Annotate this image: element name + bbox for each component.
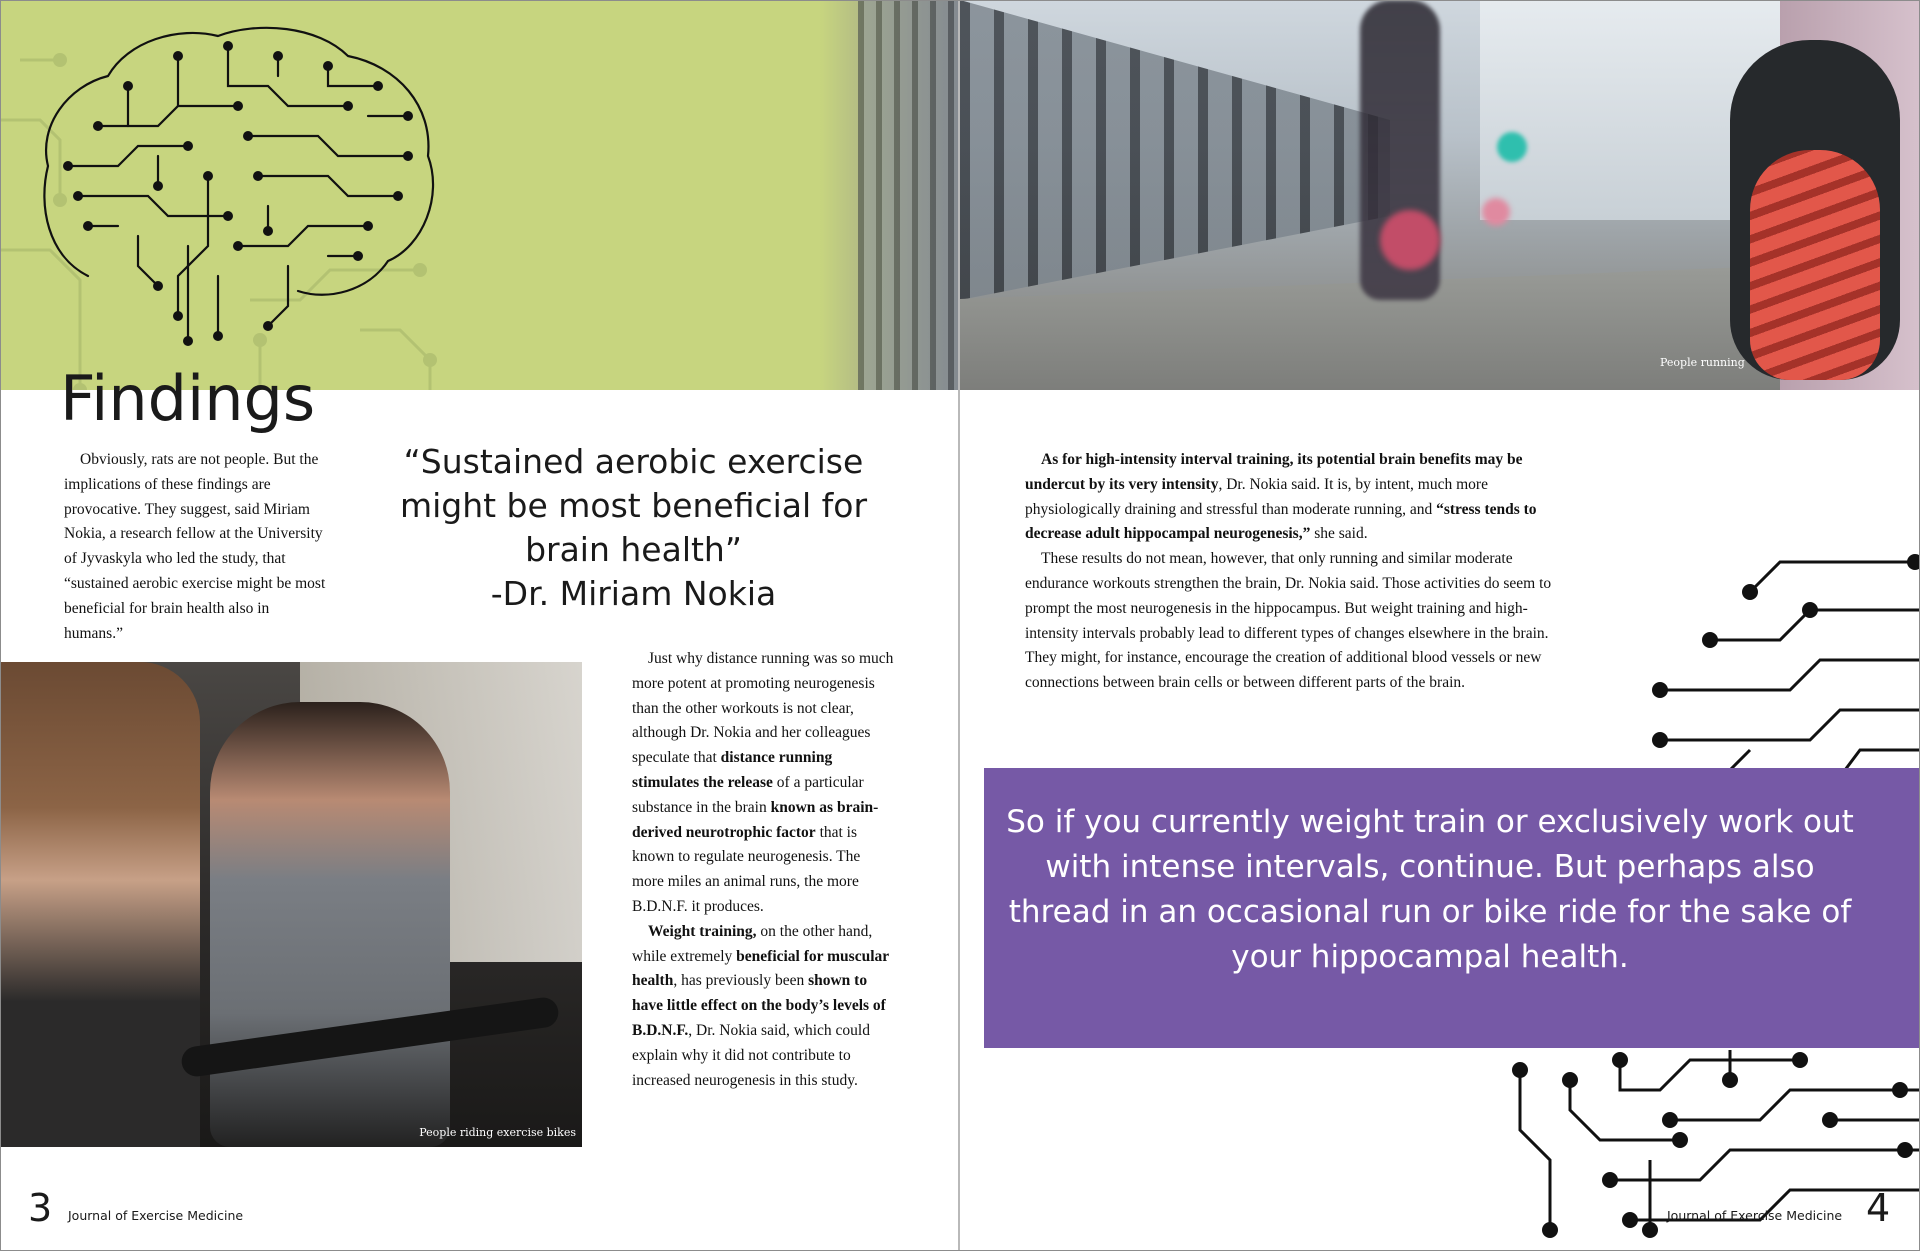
paragraph-weight-training: [632, 920, 894, 1094]
bold-span: As for high-intensity interval training, its potential brain benefits may be undercut by its very intensity: [1025, 451, 1523, 493]
photo-railing: [960, 0, 1390, 300]
bike-photo-caption: People riding exercise bikes: [419, 1126, 576, 1139]
pull-quote: [376, 440, 891, 616]
bold-span: Weight training,: [648, 922, 757, 940]
pull-quote-attribution: -Dr. Miriam Nokia: [490, 574, 777, 613]
text-span: Just why distance running was so much more potent at promoting neurogenesis than the other workouts is not clear, although Dr. Nokia and her colleagues speculate that: [632, 650, 894, 767]
page-number-right: 4: [1866, 1186, 1891, 1230]
bold-span: known as brain-derived neurotrophic factor: [632, 798, 879, 841]
journal-name-right: Journal of Exercise Medicine: [1667, 1208, 1843, 1223]
circuit-lines-decoration: [1580, 550, 1920, 770]
text-span: , Dr. Nokia said, which could explain why it did not contribute to increased neurogenesis in this study.: [632, 1021, 870, 1089]
bold-span: shown to have little effect on the body’s levels of B.D.N.F.: [632, 972, 886, 1039]
man-on-bike: [210, 702, 450, 1147]
exercise-bikes-photo: [0, 662, 582, 1147]
paragraph-results: These results do not mean, however, that only running and similar moderate endurance workouts strengthen the brain, Dr. Nokia said. Those activities do seem to prompt the most neurogenesis in the hippocampus. But weight training and high-intensity intervals probably lead to different types of changes elsewhere in the brain. They might, for instance, encourage the creation of additional blood vessels or new connections between brain cells or between different parts of the brain.: [1025, 550, 1552, 692]
circuit-brain-icon: [28, 16, 448, 346]
shoe-sole: [1750, 150, 1880, 380]
right-body-column: [1025, 448, 1565, 696]
pink-light-bokeh: [1482, 198, 1510, 226]
text-span: , has previously been: [673, 972, 809, 990]
railing-photo-edge: [858, 0, 958, 390]
running-photo-caption: People running: [1660, 356, 1745, 369]
teal-light-bokeh: [1497, 132, 1527, 162]
right-page: [960, 0, 1920, 1251]
text-span: of a particular substance in the brain: [632, 773, 864, 816]
bold-span: “stress tends to decrease adult hippocampal neurogenesis,”: [1025, 500, 1537, 543]
pull-quote-text: “Sustained aerobic exercise might be most beneficial for brain health”: [399, 442, 868, 569]
text-span: she said.: [1310, 525, 1368, 543]
left-page: [0, 0, 958, 1251]
body-column-2: [632, 647, 894, 1093]
text-span: on the other hand, while extremely: [632, 922, 873, 965]
distant-runner-shoe: [1380, 210, 1440, 270]
woman-on-bike: [0, 662, 200, 1147]
bold-span: beneficial for muscular health: [632, 947, 889, 990]
paragraph-distance-running: [632, 647, 894, 920]
page-title: Findings: [60, 362, 316, 435]
journal-name-left: Journal of Exercise Medicine: [68, 1208, 244, 1223]
text-span: , Dr. Nokia said. It is, by intent, much more physiologically draining and stressful than moderate running, and: [1025, 475, 1488, 518]
intro-paragraph-column: [64, 448, 326, 646]
running-photo: [960, 0, 1920, 390]
paragraph-hiit: [1025, 448, 1565, 547]
intro-paragraph: Obviously, rats are not people. But the implications of these findings are provocative. They suggest, said Miriam Nokia, a research fellow at the University of Jyvaskyla who led the study, that “sustained aerobic exercise might be most beneficial for brain health also in humans.”: [64, 451, 326, 642]
page-number-left: 3: [28, 1186, 53, 1230]
bold-span: distance running stimulates the release: [632, 749, 833, 791]
text-span: that is known to regulate neurogenesis. The more miles an animal runs, the more B.D.N.F. it produces.: [632, 823, 861, 915]
callout-text: So if you currently weight train or exclusively work out with intense intervals, continue. But perhaps also thread in an occasional run or bike ride for the sake of your hippocampal health.: [1006, 804, 1854, 975]
